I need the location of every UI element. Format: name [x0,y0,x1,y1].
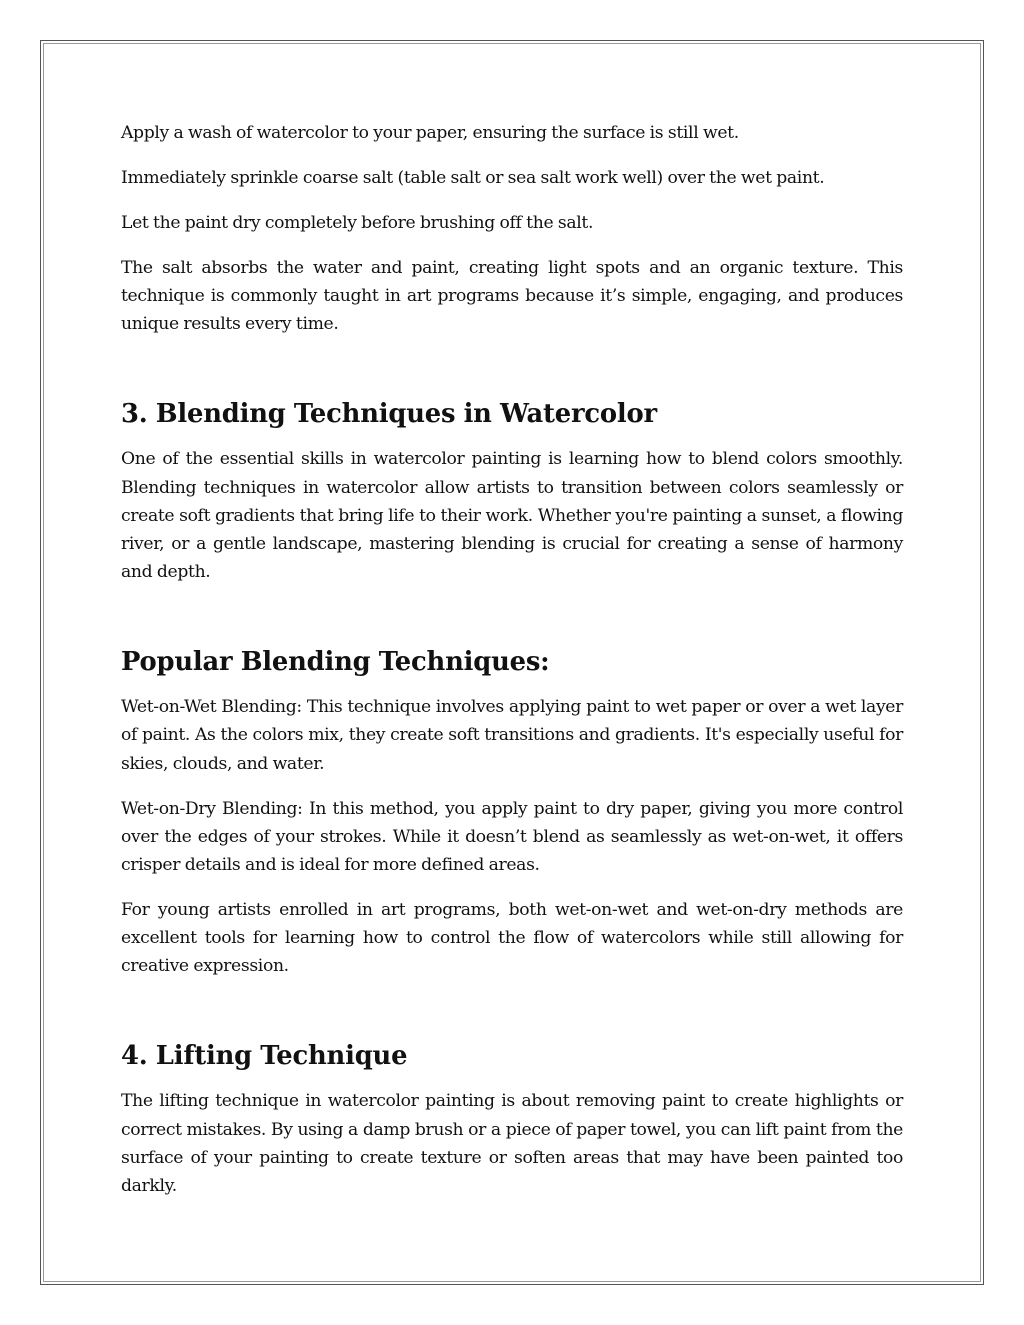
section-heading-lifting: 4. Lifting Technique [121,1041,408,1072]
section-heading-blending: 3. Blending Techniques in Watercolor [121,399,657,430]
intro-paragraph-3: Let the paint dry completely before brushing off the salt. [121,213,594,233]
section-spacer [121,355,903,400]
section-spacer [121,997,903,1042]
intro-paragraph-2: Immediately sprinkle coarse salt (table salt or sea salt work well) over the wet paint. [121,168,825,188]
intro-paragraph-1: Apply a wash of watercolor to your paper, ensuring the surface is still wet. [121,123,739,143]
blending-paragraph: One of the essential skills in watercolor painting is learning how to blend colors smoothly. Blending techniques in watercolor allow artists to transition between colors seamlessly or create soft gradients that bring life to their work. Whether you're painting a sunset, a flowing river, or a gentle landscape, mastering blending is crucial for creating a sense of harmony and depth. [121,449,903,583]
section-heading-popular: Popular Blending Techniques: [121,647,550,678]
document-body [121,119,903,1217]
wet-on-dry-paragraph: Wet-on-Dry Blending: In this method, you apply paint to dry paper, giving you more control over the edges of your strokes. While it doesn’t blend as seamlessly as wet-on-wet, it offers crisper details and is ideal for more defined areas. [121,798,903,876]
young-artists-paragraph: For young artists enrolled in art programs, both wet-on-wet and wet-on-dry methods are excellent tools for learning how to control the flow of watercolors while still allowing for creative expression. [121,900,903,977]
wet-on-wet-paragraph: Wet-on-Wet Blending: This technique involves applying paint to wet paper or over a wet layer of paint. As the colors mix, they create soft transitions and gradients. It's especially useful for skies, clouds, and water. [121,697,903,774]
lifting-paragraph: The lifting technique in watercolor painting is about removing paint to create highlights or correct mistakes. By using a damp brush or a piece of paper towel, you can lift paint from the surface of your painting to create texture or soften areas that may have been painted too darkly. [121,1091,903,1197]
section-spacer [121,603,903,648]
intro-paragraph-4: The salt absorbs the water and paint, creating light spots and an organic texture. This technique is commonly taught in art programs because it’s simple, engaging, and produces unique results every time. [121,258,903,335]
